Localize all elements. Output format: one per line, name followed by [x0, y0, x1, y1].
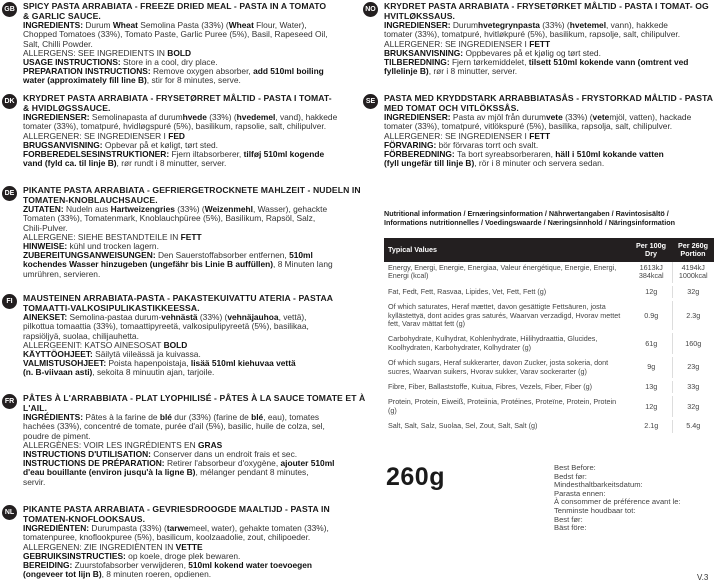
bold-text: FETT: [529, 38, 551, 49]
section-text: [23, 505, 368, 579]
value-per-260g: 23g: [672, 356, 714, 380]
bold-text: Wheat: [112, 20, 138, 31]
section-title: MAUSTEINEN ARRABIATA-PASTA - PAKASTEKUIVATTU ATERIA - PASTAA: [23, 293, 334, 303]
text: ALLERGENER: SE INGREDIENSER I: [23, 130, 169, 141]
text: Opbevar på et køligt, tørt sted.: [104, 139, 219, 150]
bold-text: BOLD: [167, 47, 192, 58]
text: dur (33%) (farine de: [171, 412, 252, 423]
column-header-per-260g: Per 260g Portion: [672, 238, 714, 262]
text: meel, water), gehakte tomaten (33%),: [188, 523, 329, 534]
text: Fjern tørkemiddelet,: [451, 57, 529, 67]
nutrition-row: [384, 395, 714, 419]
language-badge: DE: [2, 186, 17, 201]
bold-text: tilføj 510ml kogende: [243, 149, 325, 159]
nutrient-label: Fat, Fedt, Fett, Rasvaa, Lipides, Vet, Fett, Fett (g): [384, 284, 630, 299]
nutrient-label: Protein, Protein, Eiweiß, Proteiinia, Protéines, Proteïne, Protein, Protein (g): [384, 395, 630, 419]
bold-text: GEBRUIKSINSTRUCTIES:: [23, 550, 129, 561]
bold-text: INGREDIENTS:: [23, 20, 86, 31]
language-badge: NL: [2, 505, 17, 520]
section-text: [384, 2, 718, 76]
section-line: [384, 159, 718, 168]
best-before-line: Best Before:: [554, 463, 596, 472]
text: tomater (33%), tomatpuré, hvitløkpuré (5%), basilikum, rapsolje, salt, chilipulver.: [384, 29, 681, 40]
bold-text: INSTRUCTIONS DE PRÉPARATION:: [23, 458, 167, 469]
bold-text: VALMISTUSOHJEET:: [23, 358, 109, 369]
language-badge: DK: [2, 94, 17, 109]
text: Fjern iltabsorberer,: [171, 149, 244, 159]
bold-text: INGREDIENSER:: [384, 112, 453, 123]
bold-text: (ongeveer tot lijn B): [23, 569, 102, 580]
text: servir.: [23, 476, 46, 487]
text: Semolina Pasta (33%) (: [137, 20, 229, 31]
bold-text: USAGE INSTRUCTIONS:: [23, 57, 124, 67]
section-title: HVITLØKSSAUS.: [384, 10, 456, 21]
text: , rör i 8 minuter och servera sedan.: [474, 158, 605, 169]
value-per-260g: 4194kJ 1000kcal: [672, 262, 714, 284]
value-per-260g: 2.3g: [672, 300, 714, 332]
section-text: [23, 94, 368, 168]
text: ALLERGENS: SEE INGREDIENTS IN: [23, 47, 168, 58]
nutrition-table: [384, 238, 714, 436]
value-per-100g: 2.1g: [630, 419, 672, 434]
bold-text: BEREIDING:: [23, 560, 75, 570]
bold-text: (fyll ungefär till linje B): [384, 158, 475, 169]
text: Durumpasta (33%) (: [91, 523, 167, 534]
bold-text: water (approximately fill line B): [23, 75, 147, 86]
nutrient-label: Fibre, Fiber, Ballaststoffe, Kuitua, Fibres, Vezels, Fiber, Fiber (g): [384, 380, 630, 395]
bold-text: FORBEREDELSESINSTRUKTIONER:: [23, 149, 172, 159]
best-before-block: [554, 464, 704, 533]
section-title: KRYDRET PASTA ARRABIATA - FRYSETØRKET MÅLTID - PASTA I TOMAT- OG: [384, 1, 709, 11]
bold-text: FÖRBEREDNING:: [384, 149, 458, 159]
language-badge: NO: [363, 2, 378, 17]
column-header-per-100g: Per 100g Dry: [630, 238, 672, 262]
column-header-typical-values: Typical Values: [384, 238, 630, 262]
bold-text: fyllelinje B): [384, 66, 429, 77]
text: kühl und trocken lagern.: [69, 241, 159, 251]
text: Pâtes à la farine de: [85, 412, 160, 423]
nutrition-row: [384, 300, 714, 332]
text: Chopped Tomatoes (33%), Tomato Paste, Garlic Puree (5%), Basil, Rapeseed Oil,: [23, 29, 328, 40]
nutrient-label: Energy, Energi, Energie, Energiaa, Valeur énergétique, Energie, Energi, Energi (kcal): [384, 262, 630, 284]
text: Remove oxygen absorber,: [152, 66, 254, 77]
text: Den Sauerstoffabsorber entfernen,: [157, 250, 290, 261]
bold-text: ZUTATEN:: [23, 204, 66, 215]
bold-text: hvetegrynpasta: [478, 20, 540, 31]
section-title: MED TOMAT OCH VITLÖKSSÅS.: [384, 102, 519, 113]
text: (33%) (: [197, 312, 228, 323]
bold-text: 510ml: [289, 250, 313, 261]
section-line: [23, 368, 368, 377]
bold-text: INGREDIENSER:: [23, 112, 92, 123]
text: (33%) (: [539, 20, 570, 31]
value-per-260g: 5.4g: [672, 419, 714, 434]
text: (33%) (: [206, 112, 237, 123]
bold-text: FÖRVARING:: [384, 139, 439, 150]
bold-text: lisää 510ml kiehuvaa vettä: [190, 358, 296, 369]
section-se: [363, 94, 718, 168]
bold-text: TILBEREDNING:: [384, 57, 452, 67]
nutrition-row: [384, 356, 714, 380]
text: Retirer l'absorbeur d'oxygène,: [166, 458, 281, 469]
bold-text: INGREDIËNTEN:: [23, 523, 92, 534]
bold-text: vete: [545, 112, 563, 123]
value-per-260g: 32g: [672, 284, 714, 299]
section-title: SPICY PASTA ARRABIATA - FREEZE DRIED MEAL - PASTA IN A TOMATO: [23, 1, 327, 11]
section-title: PASTA MED KRYDDSTARK ARRABBIATASÅS - FRYSTORKAD MÅLTID - PASTA: [384, 93, 714, 103]
section-title: PIKANTE PASTA ARRABIATA - GEVRIESDROOGDE MAALTIJD - PASTA IN: [23, 504, 330, 514]
text: bör förvaras torrt och svalt.: [438, 139, 539, 150]
text: Oppbevares på et kjølig og tørt sted.: [465, 47, 601, 58]
text: , mélanger pendant 8 minutes,: [195, 467, 309, 478]
nutrition-row: [384, 262, 714, 284]
nutrient-label: Salt, Salt, Salz, Suolaa, Sel, Zout, Salt, Salt (g): [384, 419, 630, 434]
value-per-100g: 0.9g: [630, 300, 672, 332]
best-before-line: Bäst före:: [554, 523, 587, 533]
section-line: [23, 570, 368, 579]
text: hachées (33%), concentré de tomate, purée d'ail (5%), basilic, huile de colza, sel,: [23, 421, 325, 432]
section-text: [23, 394, 368, 487]
text: , 8 minuten roeren, opdienen.: [101, 569, 212, 580]
bold-text: tilsett 510ml kokende vann (omtrent ved: [528, 57, 689, 67]
section-no: [363, 2, 718, 76]
bold-text: 510ml kokend water toevoegen: [188, 560, 313, 570]
section-title: & GARLIC SAUCE.: [23, 10, 101, 21]
text: (33%) (: [174, 204, 205, 215]
value-per-100g: 9g: [630, 356, 672, 380]
bold-text: (n. B-viivaan asti): [23, 367, 93, 378]
bold-text: BRUGSANVISNING:: [23, 139, 105, 150]
section-gb: [2, 2, 368, 86]
bold-text: VETTE: [175, 541, 203, 552]
bold-text: blé: [251, 412, 264, 423]
text: Salt, Chilli Powder.: [23, 38, 93, 49]
best-before-line: Parasta ennen:: [554, 488, 606, 498]
text: , eau), tomates: [263, 412, 320, 423]
bold-text: GRAS: [198, 439, 223, 450]
text: Ta bort syreabsorberaren,: [457, 149, 556, 159]
section-title: & HVIDLØGSSAUCE.: [23, 102, 111, 113]
bold-text: AINEKSET:: [23, 312, 70, 323]
bold-text: BRUKSANVISNING:: [384, 47, 466, 58]
value-per-100g: 12g: [630, 284, 672, 299]
text: Poista hapenpoistaja,: [108, 358, 191, 369]
text: poudre de piment.: [23, 430, 91, 441]
text: , Wasser), gehackte: [252, 204, 328, 215]
version-label: V.3: [697, 573, 709, 582]
section-line: [384, 67, 718, 76]
text: umrühren, servieren.: [23, 268, 101, 279]
bold-text: vete: [592, 112, 610, 123]
nutrition-row: [384, 380, 714, 395]
section-text: [23, 2, 368, 86]
text: Tomaten (33%), Tomatenmark, Knoblauchpüree (5%), Basilikum, Rapsöl, Salz,: [23, 213, 316, 224]
bold-text: FETT: [180, 231, 202, 242]
net-weight: 260g: [386, 463, 445, 491]
text: Semolina-pastaa durum-: [69, 312, 162, 323]
section-fi: [2, 294, 368, 378]
text: ALLERGEENIT: KATSO AINESOSAT: [23, 339, 164, 350]
section-de: [2, 186, 368, 279]
text: , sekoita 8 minuutin ajan, tarjoile.: [92, 367, 215, 378]
bold-text: hvetemel: [569, 20, 607, 31]
section-title: L'AIL.: [23, 402, 48, 413]
section-text: [23, 186, 368, 279]
text: , vand), hakkede: [275, 112, 338, 123]
text: mjöl, vatten), hackade: [609, 112, 692, 123]
nutrition-heading-line: Nutritional information / Ernæringsinformation / Nährwertangaben / Ravintosisältö /: [384, 209, 669, 218]
bold-text: BOLD: [163, 339, 188, 350]
bold-text: INSTRUCTIONS D'UTILISATION:: [23, 449, 154, 459]
section-dk: [2, 94, 368, 168]
section-title: TOMATEN-KNOFLOOKSAUS.: [23, 513, 146, 524]
value-per-100g: 61g: [630, 332, 672, 356]
text: Säilytä viileässä ja kuivassa.: [95, 349, 201, 359]
text: pilkottua tomaattia (33%), tomaattipyreetä, valkosipulipyreetä (5%), basilikaa,: [23, 321, 309, 332]
nutrition-row: [384, 284, 714, 299]
bold-text: häll i 510ml kokande vatten: [555, 149, 664, 159]
text: , rør rundt i 8 minutter, server.: [116, 158, 227, 169]
language-badge: SE: [363, 94, 378, 109]
text: tomatenpuree, knoflookpuree (5%), basilicum, koolzaadolie, zout, chilipoeder.: [23, 532, 311, 543]
bold-text: INGREDIENSER:: [384, 20, 453, 31]
text: Store in a cool, dry place.: [123, 57, 218, 67]
section-title: PÂTES À L'ARRABBIATA - PLAT LYOPHILISÉ - PÂTES À LA SAUCE TOMATE ET À: [23, 393, 366, 403]
section-line: [23, 478, 368, 487]
best-before-line: Best før:: [554, 514, 583, 524]
text: Durum: [85, 20, 113, 31]
section-line: [23, 214, 368, 223]
bold-text: Wheat: [228, 20, 254, 31]
text: , 8 Minuten lang: [273, 259, 333, 270]
section-line: [23, 270, 368, 279]
text: ALLERGÈNES: VOIR LES INGRÉDIENTS EN: [23, 439, 198, 450]
value-per-260g: 33g: [672, 380, 714, 395]
value-per-260g: 32g: [672, 395, 714, 419]
bold-text: hvede: [182, 112, 207, 123]
bold-text: vand (fyld ca. til linje B): [23, 158, 117, 169]
text: ALLERGENER: SE INGREDIENSER I: [384, 130, 530, 141]
text: ALLERGENEN: ZIE INGREDIËNTEN IN: [23, 541, 176, 552]
bold-text: PREPARATION INSTRUCTIONS:: [23, 66, 153, 77]
text: Semolinapasta af durum: [91, 112, 183, 123]
nutrition-heading: [384, 210, 714, 227]
bold-text: ZUBEREITUNGSANWEISUNGEN:: [23, 250, 158, 261]
text: Pasta av mjöl från durum: [452, 112, 546, 123]
text: (33%) (: [562, 112, 593, 123]
nutrient-label: Of which sugars, Heraf sukkerarter, davon Zucker, josta sokeria, dont sucres, Waarvan suikers, Hvorav sukker, Varav sockerarter (g): [384, 356, 630, 380]
section-line: [23, 159, 368, 168]
nutrition-heading-line: Informations nutritionnelles / Voedingswaarde / Næringsinnhold / Näringsinformation: [384, 217, 675, 227]
bold-text: kochendes Wasser hinzugeben (ungefähr bis Linie B auffüllen): [23, 259, 274, 270]
bold-text: HINWEISE:: [23, 241, 70, 251]
value-per-100g: 1613kJ 384kcal: [630, 262, 672, 284]
nutrition-row: [384, 419, 714, 434]
section-fr: [2, 394, 368, 487]
text: Flour, Water),: [253, 20, 307, 31]
bold-text: FETT: [529, 130, 551, 141]
best-before-line: À consommer de préférence avant le:: [554, 497, 681, 507]
section-title: KRYDRET PASTA ARRABIATA - FRYSETØRRET MÅLTID - PASTA I TOMAT-: [23, 93, 332, 103]
section-nl: [2, 505, 368, 579]
nutrient-label: Of which saturates, Heraf mættet, davon gesättigte Fettsäuren, josta kyllästettyä, dont acides gras saturés, Waarvan verzadigd, Hvorav mettet fett, Varav mättat fett (g): [384, 300, 630, 332]
text: , vann), hakkede: [606, 20, 668, 31]
bold-text: Weizenmehl: [204, 204, 253, 215]
bold-text: hvedemel: [236, 112, 276, 123]
value-per-100g: 13g: [630, 380, 672, 395]
text: Zuurstofabsorber verwijderen,: [74, 560, 189, 570]
text: Chili-Pulver.: [23, 222, 68, 233]
nutrition-table-header: [384, 238, 714, 262]
bold-text: blé: [159, 412, 172, 423]
language-badge: FI: [2, 294, 17, 309]
text: , rør i 8 minutter, server.: [428, 66, 518, 77]
language-badge: GB: [2, 2, 17, 17]
text: , stir for 8 minutes, serve.: [146, 75, 241, 86]
section-title: PIKANTE PASTA ARRABIATA - GEFRIERGETROCKNETE MAHLZEIT - NUDELN IN: [23, 185, 361, 195]
text: rapsiöljyä, suolaa, chilijauhetta.: [23, 330, 139, 341]
bold-text: Hartweizengries: [110, 204, 175, 215]
section-line: [23, 468, 368, 477]
section-title: TOMATEN-KNOBLAUCHSAUCE.: [23, 194, 158, 205]
bold-text: INGRÉDIENTS:: [23, 412, 86, 423]
nutrient-label: Carbohydrate, Kulhydrat, Kohlenhydrate, Hiilihydraattia, Glucides, Koolhydraten, Karbohydrater, Kolhydrater (g): [384, 332, 630, 356]
text: , vettä),: [278, 312, 307, 323]
section-text: [384, 94, 718, 168]
section-title: TOMAATTI-VALKOSIPULIKASTIKKEESSA.: [23, 302, 200, 313]
bold-text: tarwe: [166, 523, 189, 534]
best-before-line: Tenminste houdbaar tot:: [554, 505, 636, 515]
text: ALLERGENER: SE INGREDIENSER I: [384, 38, 530, 49]
text: op koele, droge plek bewaren.: [128, 550, 241, 561]
bold-text: KÄYTTÖOHJEET:: [23, 349, 96, 359]
best-before-line: Bedst før:: [554, 471, 587, 481]
bold-text: FED: [168, 130, 185, 141]
bold-text: add 510ml boiling: [253, 66, 324, 77]
bold-text: d'eau bouillante (environ jusqu'à la ligne B): [23, 467, 196, 478]
text: ALLERGENE: SIEHE BESTANDTEILE IN: [23, 231, 181, 242]
bold-text: vehnäjauhoa: [227, 312, 279, 323]
bold-text: ajouter 510ml: [280, 458, 335, 469]
section-text: [23, 294, 368, 378]
value-per-260g: 160g: [672, 332, 714, 356]
text: Conserver dans un endroit frais et sec.: [153, 449, 298, 459]
text: Durum: [452, 20, 479, 31]
best-before-line: Mindesthaltbarkeitsdatum:: [554, 480, 643, 490]
section-line: [23, 76, 368, 85]
value-per-100g: 12g: [630, 395, 672, 419]
text: tomater (33%), tomatpuré, vitlökspuré (5%), basilika, rapsolja, salt, chilipulver.: [384, 121, 673, 132]
nutrition-row: [384, 332, 714, 356]
text: Nudeln aus: [65, 204, 111, 215]
text: tomater (33%), tomatpuré, hvidløgspuré (5%), basilikum, rapsolie, salt, chilipulver.: [23, 121, 327, 132]
language-badge: FR: [2, 394, 17, 409]
bold-text: vehnästä: [161, 312, 198, 323]
